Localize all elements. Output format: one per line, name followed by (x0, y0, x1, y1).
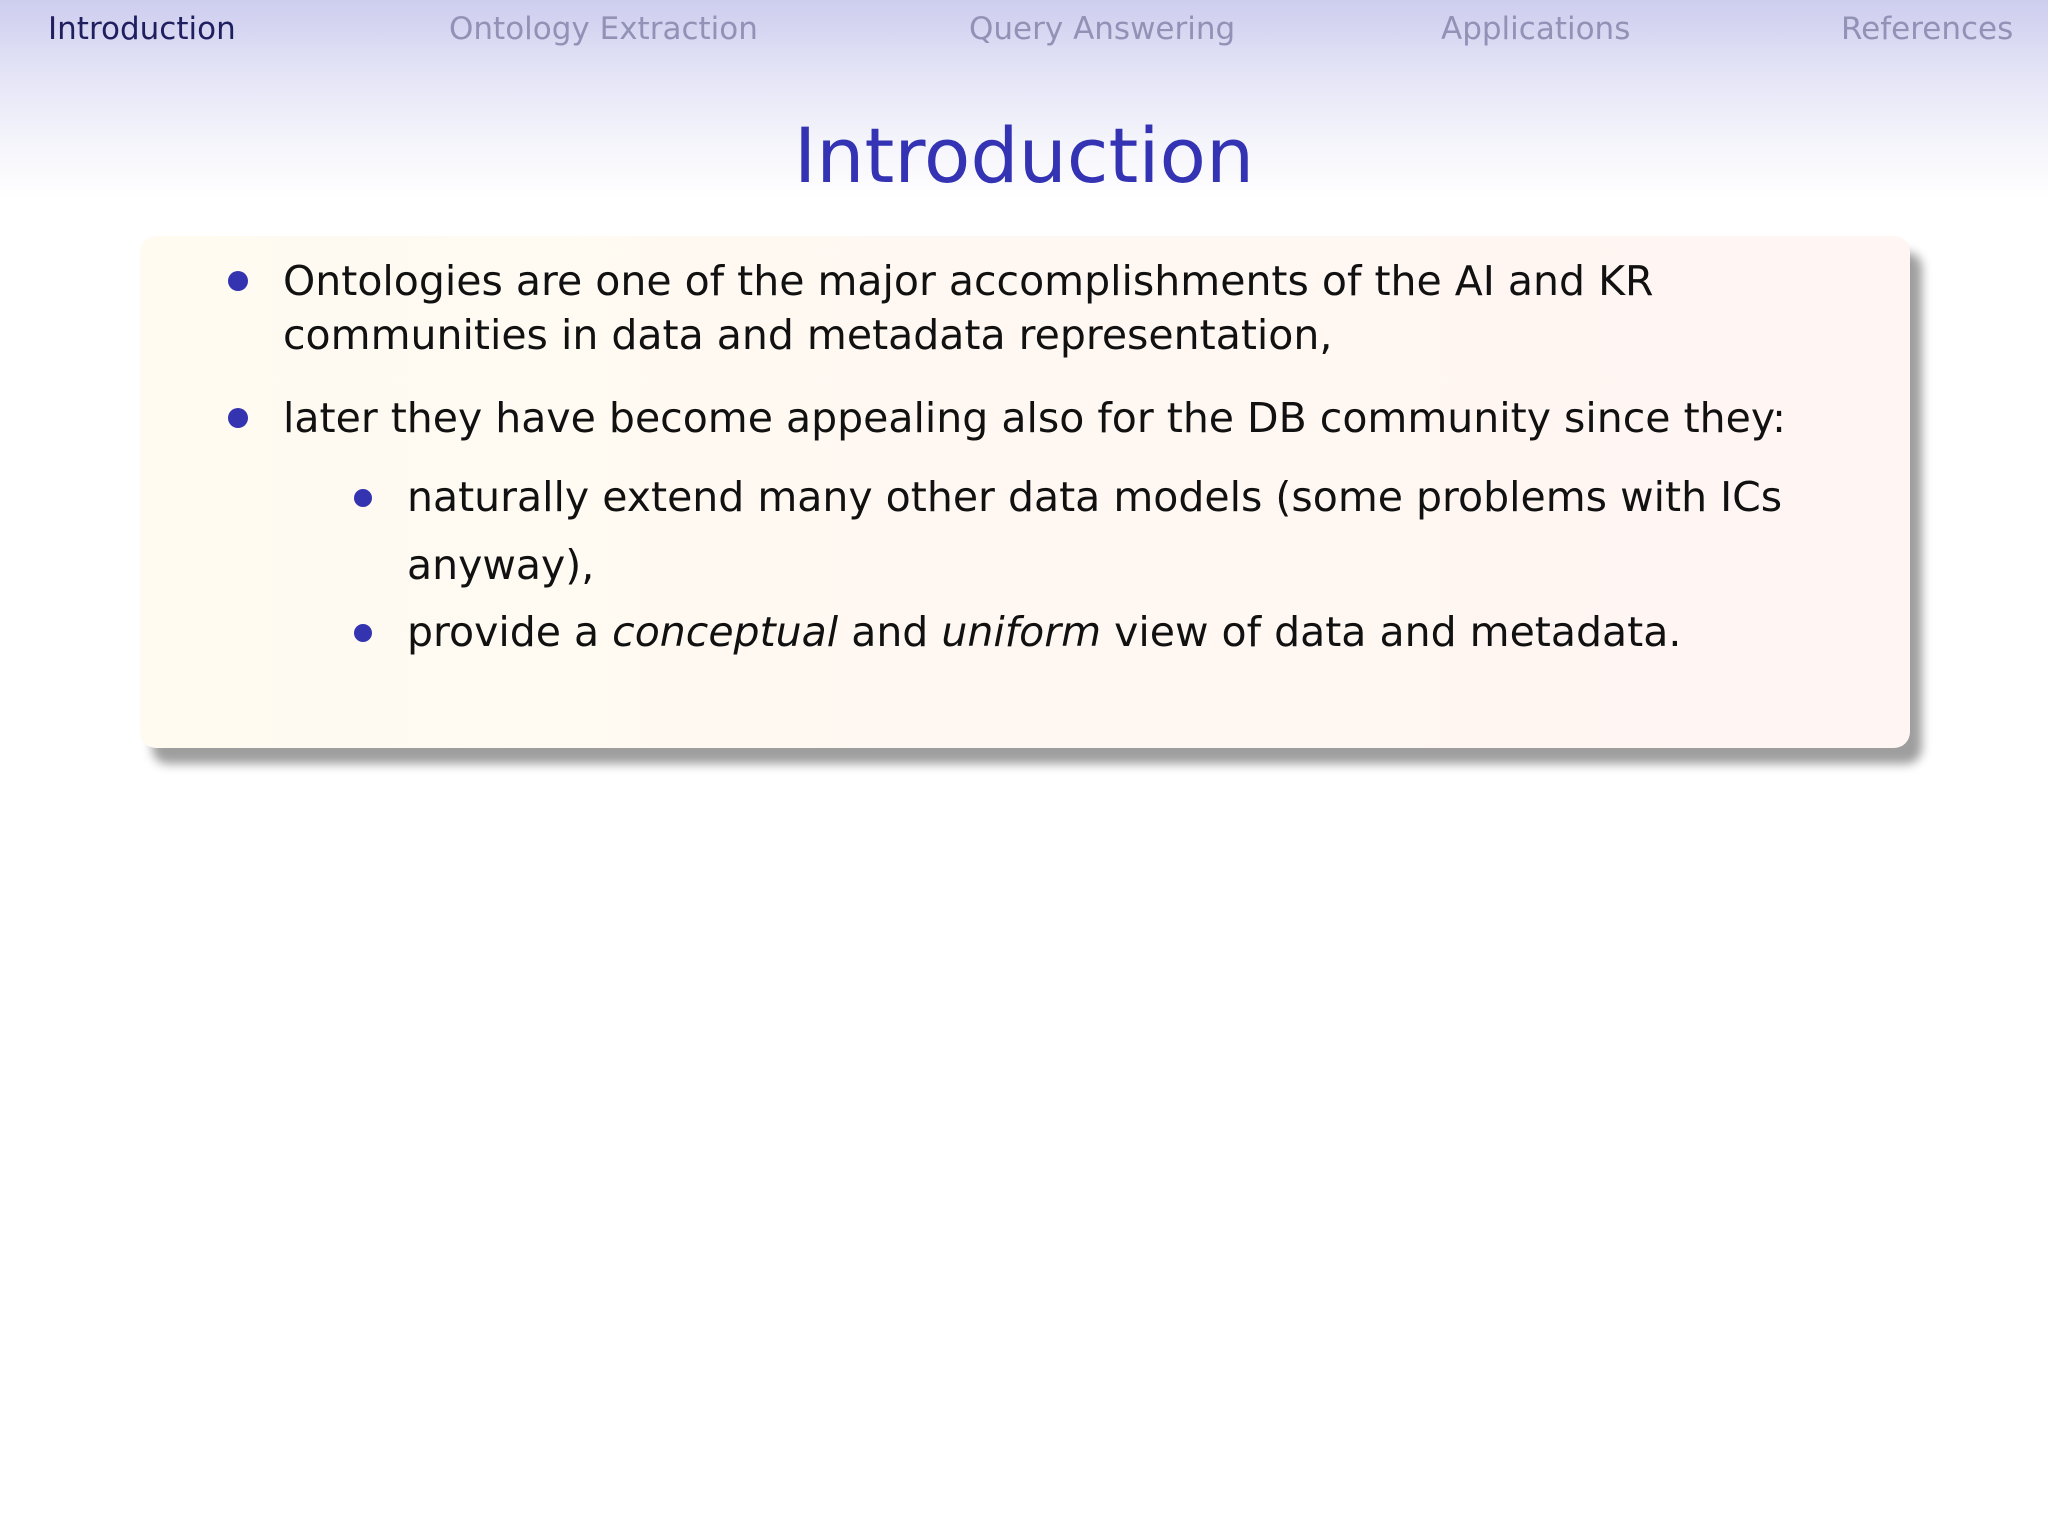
bullet-text-line: later they have become appealing also for the DB community since they: (283, 394, 1786, 442)
text-run: and (838, 608, 942, 656)
sub-bullet-text-line: anyway), (407, 541, 595, 589)
nav-item-references[interactable]: References (1841, 11, 2014, 47)
bullet-text-line: Ontologies are one of the major accomplishments of the AI and KR (283, 257, 1654, 305)
emphasis-uniform: uniform (941, 608, 1102, 656)
slide-title: Introduction (793, 111, 1255, 200)
section-navigation (0, 0, 2048, 60)
bullet-marker (228, 408, 248, 428)
bullet-marker (228, 271, 248, 291)
text-run: provide a (407, 608, 613, 656)
sub-bullet-text-line (407, 605, 1681, 659)
sub-bullet-marker (354, 489, 372, 507)
text-run: view of data and metadata. (1101, 608, 1682, 656)
bullet-text-line: communities in data and metadata representation, (283, 311, 1333, 359)
nav-item-ontology-extraction[interactable]: Ontology Extraction (449, 11, 758, 47)
nav-item-query-answering[interactable]: Query Answering (969, 11, 1236, 47)
nav-item-introduction[interactable]: Introduction (48, 11, 236, 47)
emphasis-conceptual: conceptual (612, 608, 839, 656)
sub-bullet-text-line: naturally extend many other data models (some problems with ICs (407, 473, 1783, 521)
sub-bullet-marker (354, 624, 372, 642)
nav-item-applications[interactable]: Applications (1441, 11, 1631, 47)
